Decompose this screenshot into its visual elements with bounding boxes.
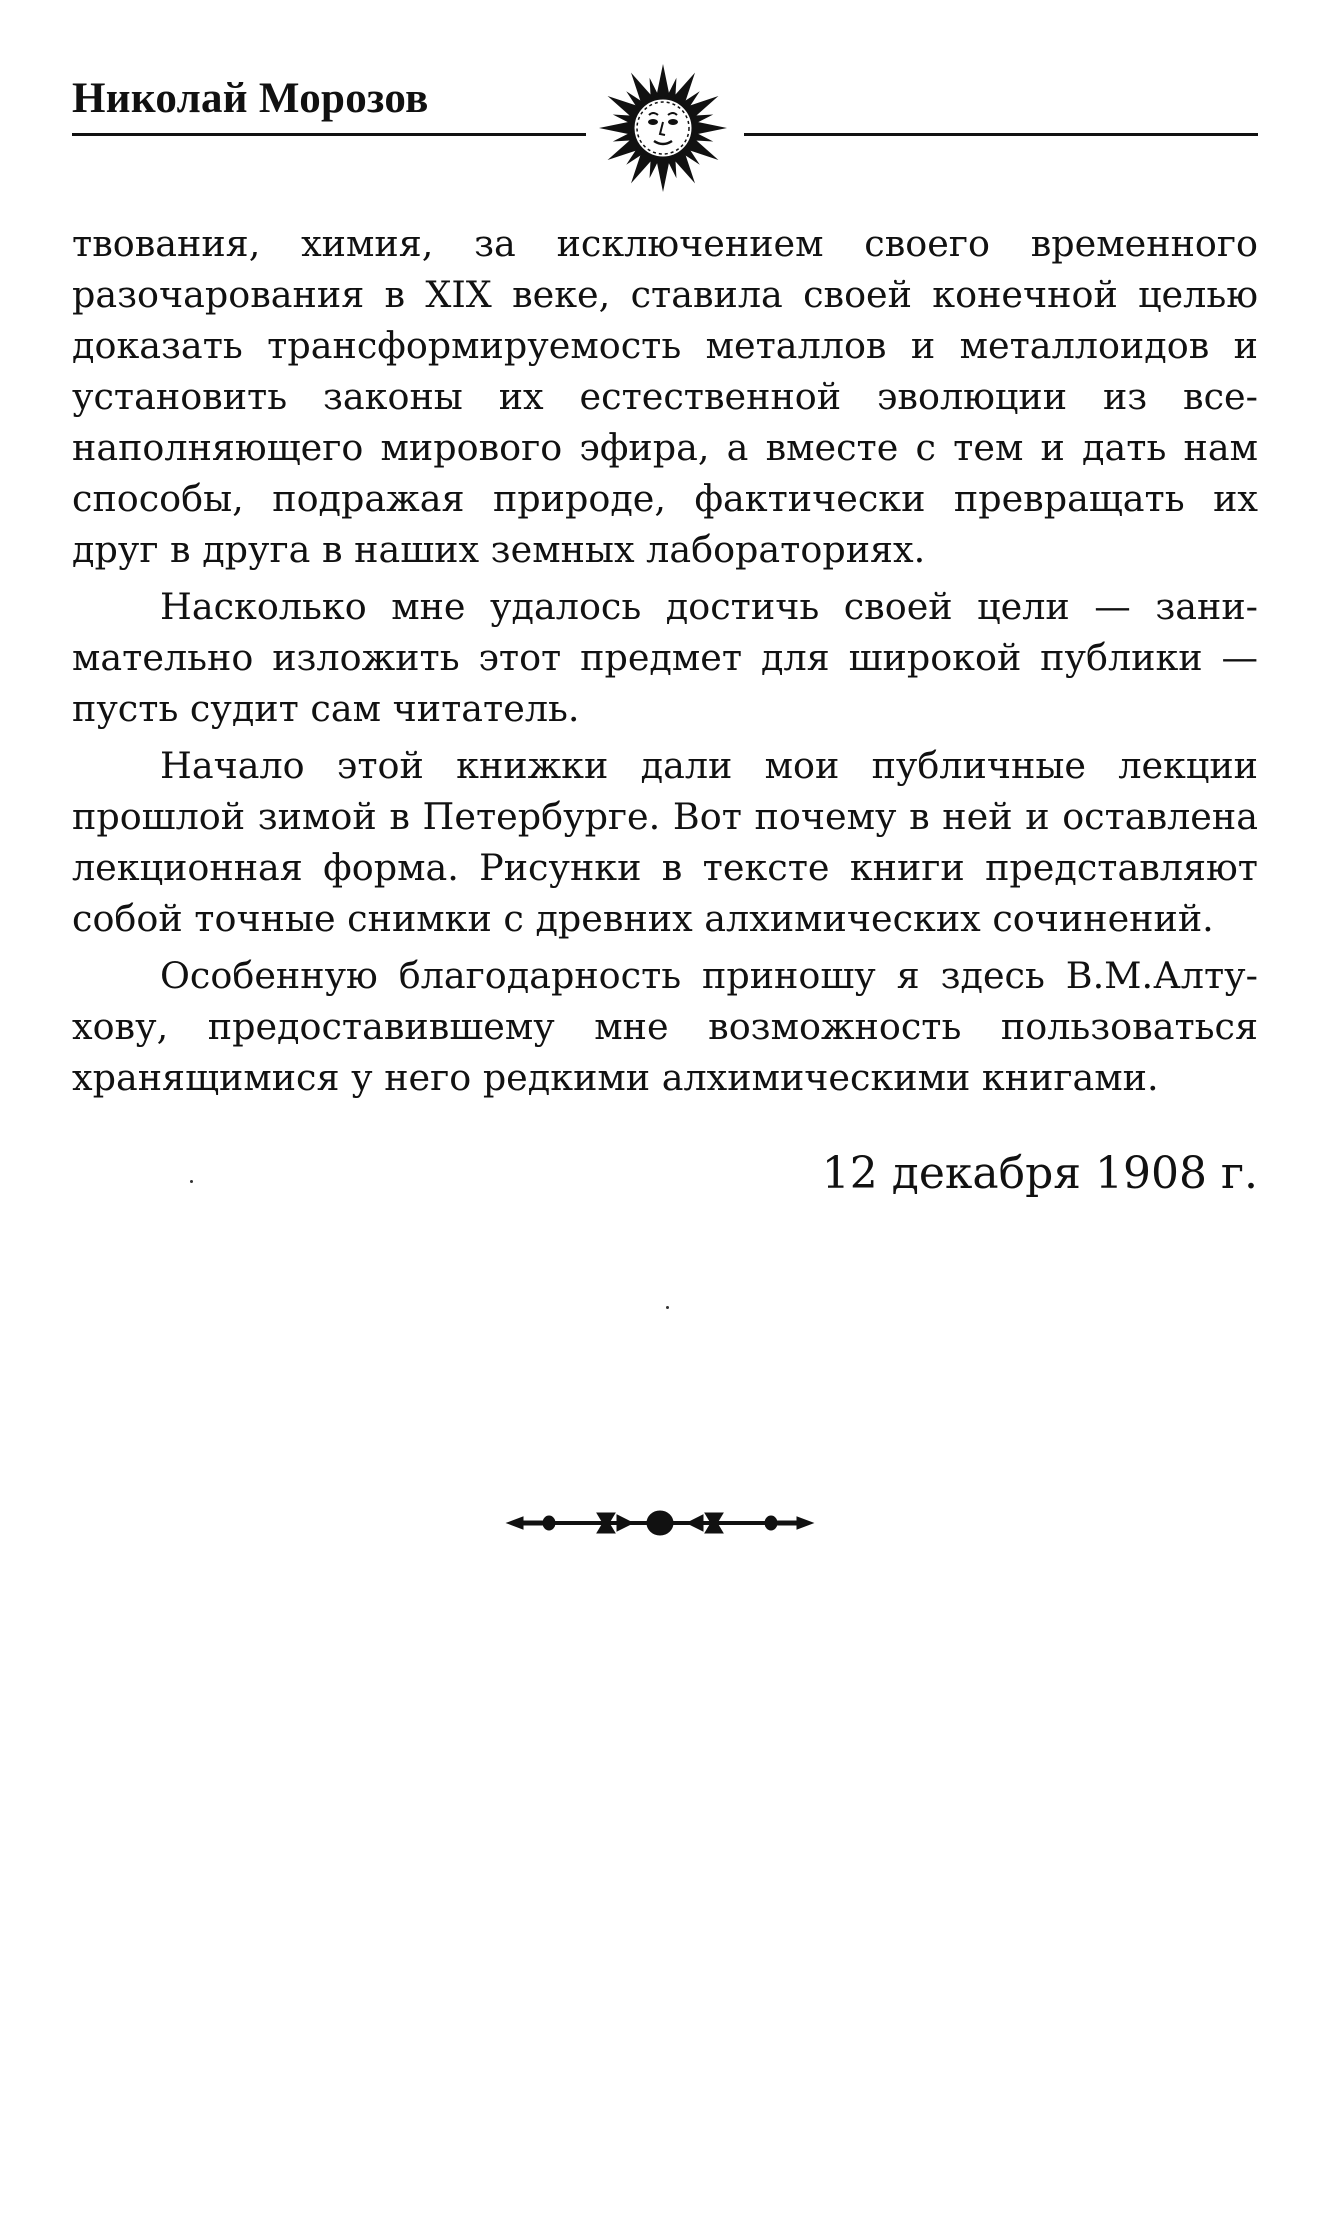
body-text	[72, 218, 1258, 1109]
print-speck	[190, 1180, 193, 1183]
ornamental-divider-icon	[505, 1505, 815, 1541]
paragraph: Насколько мне удалось достичь своей цели — занимательно изложить этот предмет для широкой публики — пусть судит сам читатель.	[72, 585, 1258, 730]
paragraph: Особенную благодарность приношу я здесь В.М.Алтухову, предоставившему мне возможность пользоваться хранящимися у него редкими алхимическими книгами.	[72, 954, 1258, 1099]
header-rule-right	[744, 133, 1258, 136]
paragraph: Начало этой книжки дали мои публичные лекции прошлой зимой в Петербурге. Вот почему в ней и оставлена лекционная форма. Рисунки в тексте книги представляют собой точные снимки с древних алхимических сочинений.	[72, 744, 1258, 940]
running-header	[72, 62, 1258, 197]
sun-face-icon	[597, 62, 729, 194]
signature-date: 12 декабря 1908 г.	[821, 1148, 1258, 1199]
print-speck	[666, 1306, 669, 1309]
paragraph-continuation: твования, химия, за исключением своего временного разочарования в XIX веке, ставила своей конечной целью доказать трансформируемость металлов и металлоидов и установить законы их естественной эволюции из всенаполняющего мирового эфира, а вместе с тем и дать нам способы, подражая природе, фактически превращать их друг в друга в наших земных лабораториях.	[72, 222, 1258, 571]
running-header-author: Николай Морозов	[72, 75, 429, 122]
header-rule-left	[72, 133, 586, 136]
